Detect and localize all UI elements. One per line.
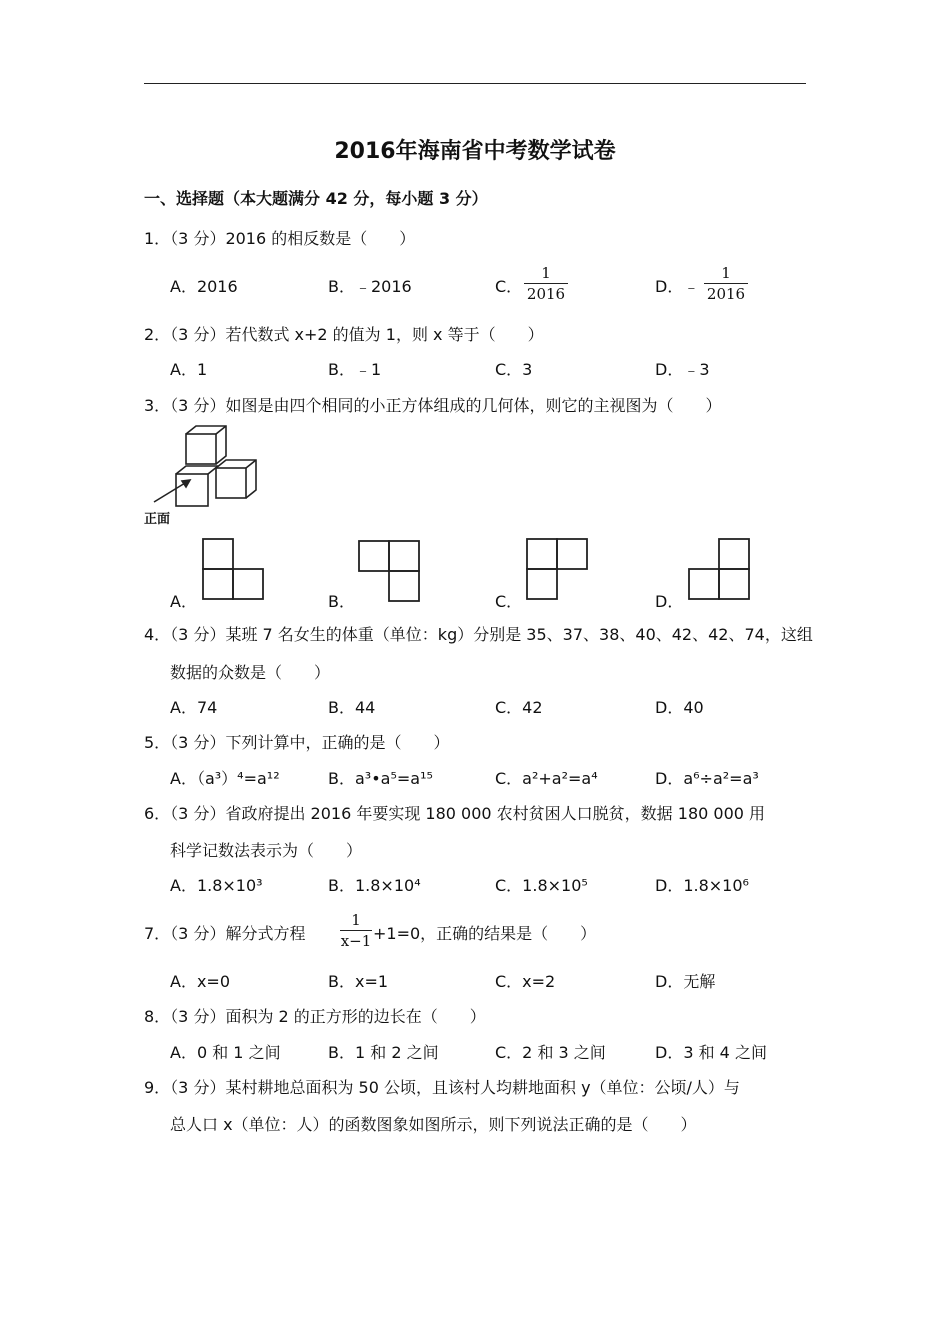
- fraction-numerator: 1: [351, 911, 361, 929]
- question-2-stem: 2．（3 分）若代数式 x+2 的值为 1，则 x 等于（ ）: [144, 325, 544, 344]
- q3-option-b-view: [358, 540, 422, 604]
- q1-option-d-fraction: [704, 264, 748, 303]
- q5-option-b: B．a³•a⁵=a¹⁵: [328, 769, 433, 788]
- question-6-stem-line1: 6．（3 分）省政府提出 2016 年要实现 180 000 农村贫困人口脱贫，数据 180 000 用: [144, 804, 766, 823]
- q4-option-b: B．44: [328, 698, 376, 717]
- q2-option-c: C．3: [495, 360, 533, 379]
- fraction-denominator: 2016: [526, 285, 566, 303]
- fraction-bar: [340, 930, 372, 931]
- q3-option-c-view: [526, 538, 590, 602]
- q5-option-c: C．a²+a²=a⁴: [495, 769, 598, 788]
- fraction-bar: [524, 283, 568, 284]
- q7-option-a: A．x=0: [170, 972, 231, 991]
- question-7-stem-pre: 7．（3 分）解分式方程: [144, 924, 306, 943]
- q3-option-a-label: A．: [170, 592, 197, 611]
- q5-option-d: D．a⁶÷a²=a³: [655, 769, 759, 788]
- question-9-stem-line1: 9．（3 分）某村耕地总面积为 50 公顷，且该村人均耕地面积 y（单位：公顷/人）与: [144, 1078, 740, 1097]
- q2-option-a: A．1: [170, 360, 208, 379]
- q3-option-b-label: B．: [328, 592, 355, 611]
- q6-option-a: A．1.8×10³: [170, 876, 263, 895]
- header-rule: [144, 83, 806, 84]
- q6-option-b: B．1.8×10⁴: [328, 876, 421, 895]
- q7-option-c: C．x=2: [495, 972, 556, 991]
- fraction-numerator: 1: [721, 264, 731, 282]
- question-5-stem: 5．（3 分）下列计算中，正确的是（ ）: [144, 733, 450, 752]
- q3-option-c-label: C．: [495, 592, 523, 611]
- question-4-stem-line2: 数据的众数是（ ）: [170, 663, 331, 682]
- q8-option-d: D．3 和 4 之间: [655, 1043, 767, 1062]
- q1-option-b: B．﹣2016: [328, 277, 412, 296]
- q1-option-d-label: D．﹣: [655, 277, 700, 296]
- q3-option-d-view: [688, 538, 752, 602]
- q6-option-d: D．1.8×10⁶: [655, 876, 749, 895]
- page-title: 2016年海南省中考数学试卷: [334, 139, 616, 164]
- q6-option-c: C．1.8×10⁵: [495, 876, 588, 895]
- q3-option-a-view: [202, 538, 266, 602]
- q4-option-d: D．40: [655, 698, 704, 717]
- front-label: 正面: [144, 512, 171, 527]
- q7-option-b: B．x=1: [328, 972, 389, 991]
- fraction-bar: [704, 283, 748, 284]
- question-8-stem: 8．（3 分）面积为 2 的正方形的边长在（ ）: [144, 1007, 486, 1026]
- q7-option-d: D．无解: [655, 972, 716, 991]
- q8-option-b: B．1 和 2 之间: [328, 1043, 439, 1062]
- question-6-stem-line2: 科学记数法表示为（ ）: [170, 841, 363, 860]
- q3-option-d-label: D．: [655, 592, 684, 611]
- fraction-denominator: x−1: [340, 932, 372, 950]
- q2-option-b: B．﹣1: [328, 360, 382, 379]
- question-9-stem-line2: 总人口 x（单位：人）的函数图象如图所示，则下列说法正确的是（ ）: [170, 1115, 697, 1134]
- q1-option-c-label: C．: [495, 277, 523, 296]
- question-4-stem-line1: 4．（3 分）某班 7 名女生的体重（单位：kg）分别是 35、37、38、40、42、42、74，这组: [144, 625, 813, 644]
- fraction-numerator: 1: [541, 264, 551, 282]
- question-3-stem: 3．（3 分）如图是由四个相同的小正方体组成的几何体，则它的主视图为（ ）: [144, 396, 722, 415]
- q7-equation-fraction: [340, 911, 372, 950]
- question-7-stem-post: +1=0，正确的结果是（ ）: [373, 924, 597, 943]
- q2-option-d: D．﹣3: [655, 360, 710, 379]
- fraction-denominator: 2016: [706, 285, 746, 303]
- q4-option-a: A．74: [170, 698, 218, 717]
- q8-option-a: A．0 和 1 之间: [170, 1043, 281, 1062]
- section-heading: 一、选择题（本大题满分 42 分，每小题 3 分）: [144, 189, 488, 208]
- q1-option-a: A．2016: [170, 277, 238, 296]
- q4-option-c: C．42: [495, 698, 543, 717]
- question-1-stem: 1．（3 分）2016 的相反数是（ ）: [144, 229, 416, 248]
- q1-option-c-fraction: [524, 264, 568, 303]
- q8-option-c: C．2 和 3 之间: [495, 1043, 606, 1062]
- q5-option-a: A．（a³）⁴=a¹²: [170, 769, 280, 788]
